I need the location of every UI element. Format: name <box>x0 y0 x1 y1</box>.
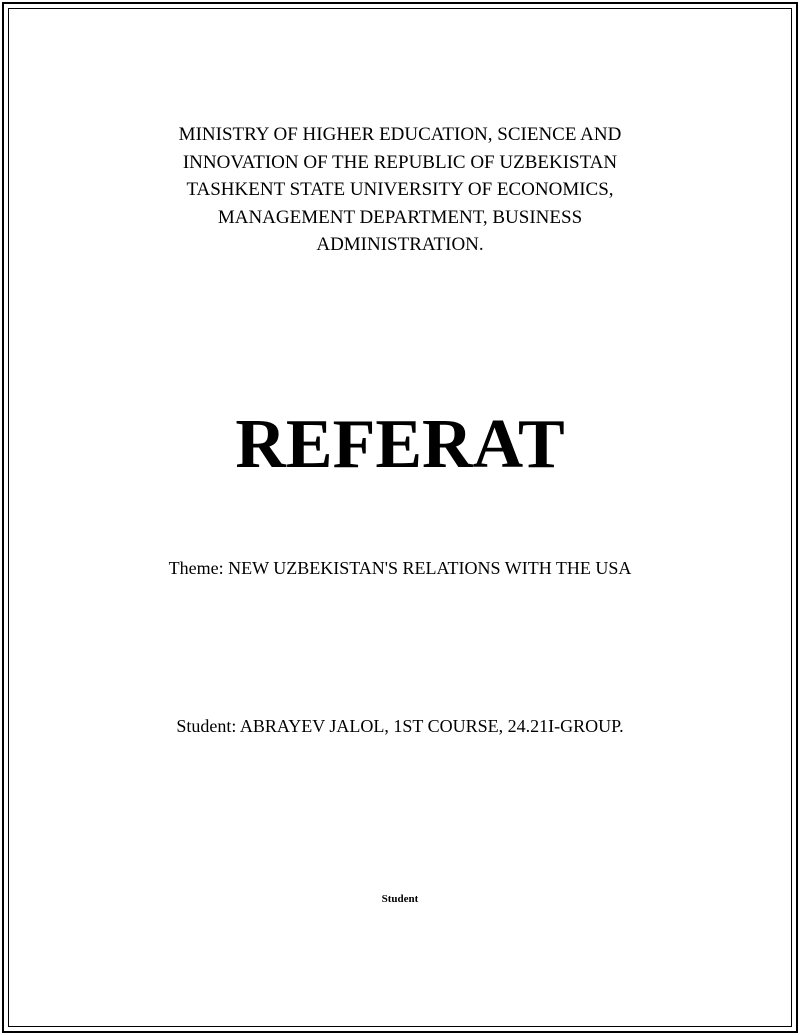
header-line: INNOVATION OF THE REPUBLIC OF UZBEKISTAN <box>182 151 618 173</box>
header-line: TASHKENT STATE UNIVERSITY OF ECONOMICS, <box>186 179 614 200</box>
theme-line: Theme: NEW UZBEKISTAN'S RELATIONS WITH THE USA <box>168 558 632 578</box>
footer-student-label: Student <box>381 893 419 905</box>
header-line: MANAGEMENT DEPARTMENT, BUSINESS <box>217 206 583 228</box>
document-title: REFERAT <box>235 406 565 483</box>
student-info: Student: ABRAYEV JALOL, 1ST COURSE, 24.21I-GROUP. <box>176 716 624 736</box>
institution-header <box>0 121 800 259</box>
header-line: MINISTRY OF HIGHER EDUCATION, SCIENCE AND <box>178 124 622 145</box>
header-line: ADMINISTRATION. <box>316 234 484 255</box>
